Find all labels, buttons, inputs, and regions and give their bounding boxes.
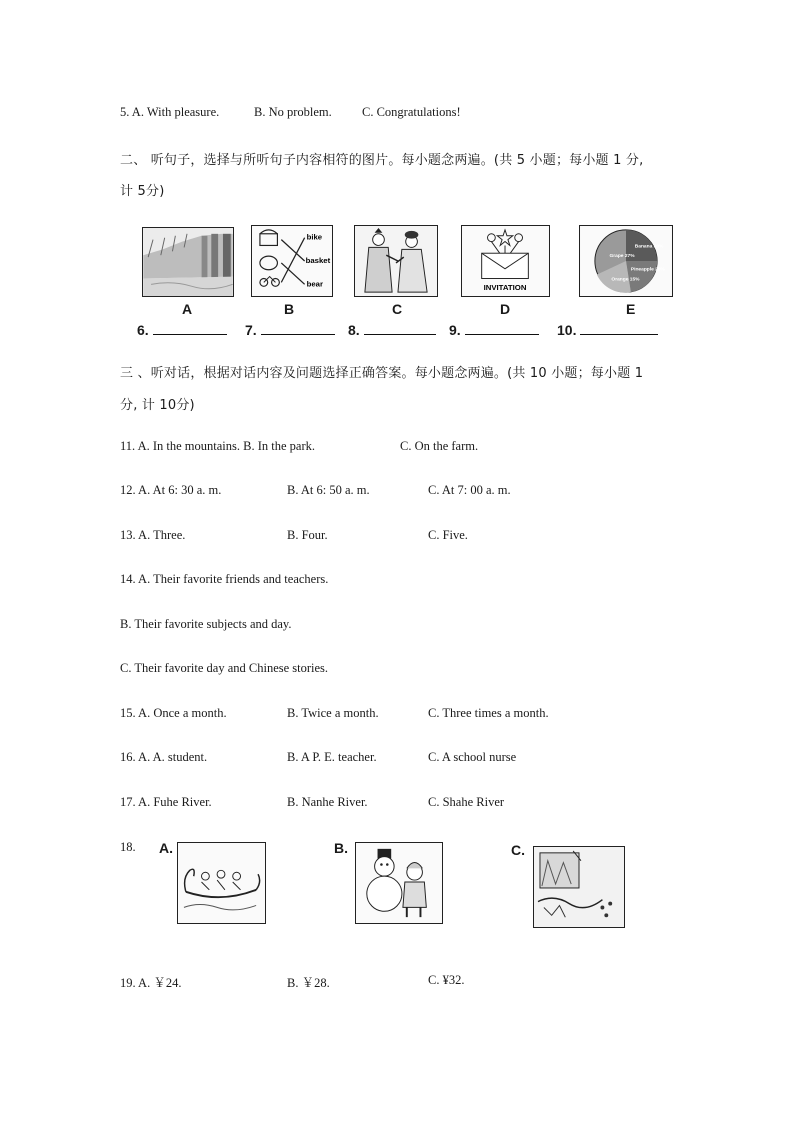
q19-option-b: B. ￥28.: [287, 976, 330, 990]
q14-option-c: C. Their favorite day and Chinese stories.: [120, 661, 329, 675]
picture-letter-e: E: [626, 301, 636, 317]
blank-number: 10.: [557, 322, 577, 338]
answer-blank-9[interactable]: [449, 322, 539, 338]
q15-option-b: B. Twice a month.: [287, 706, 379, 720]
q18-letter-c: C.: [511, 842, 525, 858]
blank-number: 8.: [348, 322, 360, 338]
q13-line: [120, 528, 468, 543]
picture-letter-b: B: [284, 301, 295, 317]
q15-option-a: 15. A. Once a month.: [120, 706, 227, 720]
q5-option-a: 5. A. With pleasure.: [120, 105, 220, 119]
q18-number: 18.: [120, 840, 136, 854]
picture-e-pie-chart-icon: [579, 225, 673, 297]
q17-option-b: B. Nanhe River.: [287, 795, 368, 809]
section2-heading-line1: 二、 听句子，选择与所听句子内容相符的图片。每小题念两遍。(共 5 小题；每小题 1 分,: [120, 153, 644, 168]
q19-option-a: 19. A. ￥24.: [120, 976, 182, 990]
q18-picture-c-autumn-leaves-icon: [533, 846, 625, 928]
pie-label-banana: Banana 30%: [634, 244, 664, 250]
blank-number: 6.: [137, 322, 149, 338]
answer-blank-10[interactable]: [557, 322, 658, 338]
q12-option-a: 12. A. At 6: 30 a. m.: [120, 483, 222, 497]
blank-number: 9.: [449, 322, 461, 338]
q18-letter-b: B.: [334, 840, 348, 856]
q11-line: [120, 439, 479, 454]
q16-option-a: 16. A. A. student.: [120, 750, 208, 764]
q15-option-c: C. Three times a month.: [428, 706, 549, 720]
picture-letter-d: D: [500, 301, 511, 317]
picture-letter-c: C: [392, 301, 403, 317]
q16-line: [120, 750, 517, 765]
q18-picture-b-snowman-child-icon: [355, 842, 443, 924]
section3-heading-line2: 分, 计 10分): [120, 398, 195, 413]
q14-option-a: 14. A. Their favorite friends and teachers.: [120, 572, 329, 586]
pie-label-orange: Orange 15%: [611, 277, 640, 283]
q11-option-ab: 11. A. In the mountains. B. In the park.: [120, 439, 315, 453]
q15-line: [120, 706, 549, 721]
picture-a-wall-landscape-icon: [142, 227, 234, 297]
q19-line: [120, 973, 465, 991]
q19-option-c: C. ¥32.: [428, 973, 465, 987]
section2-heading-line2: 计 5分): [120, 184, 165, 199]
pie-label-pineapple: Pineapple 28%: [630, 267, 665, 273]
picture-b-matching-words-icon: [251, 225, 333, 297]
picture-c-two-people-greeting-icon: [354, 225, 438, 297]
q5-option-c: C. Congratulations!: [362, 105, 461, 119]
section3-heading-line1: 三 、听对话，根据对话内容及问题选择正确答案。每小题念两遍。(共 10 小题；每小题 1: [120, 366, 644, 381]
pie-label-grape: Grape 27%: [609, 254, 635, 260]
q13-option-a: 13. A. Three.: [120, 528, 186, 542]
q17-line: [120, 795, 505, 810]
q16-option-c: C. A school nurse: [428, 750, 517, 764]
q16-option-b: B. A P. E. teacher.: [287, 750, 377, 764]
q13-option-c: C. Five.: [428, 528, 468, 542]
q5-option-b: B. No problem.: [254, 105, 332, 119]
word-bear: bear: [306, 279, 323, 289]
picture-d-invitation-card-icon: [461, 225, 550, 297]
invitation-text: INVITATION: [483, 283, 527, 293]
q11-option-c: C. On the farm.: [400, 439, 479, 453]
q14-option-b: B. Their favorite subjects and day.: [120, 617, 292, 631]
answer-blank-8[interactable]: [348, 322, 436, 338]
q17-option-a: 17. A. Fuhe River.: [120, 795, 212, 809]
answer-blank-7[interactable]: [245, 322, 335, 338]
q12-option-c: C. At 7: 00 a. m.: [428, 483, 511, 497]
q12-option-b: B. At 6: 50 a. m.: [287, 483, 370, 497]
picture-letter-a: A: [182, 301, 193, 317]
q13-option-b: B. Four.: [287, 528, 328, 542]
word-bike: bike: [306, 232, 323, 242]
q5-line: [120, 105, 461, 120]
q18-letter-a: A.: [159, 840, 173, 856]
q17-option-c: C. Shahe River: [428, 795, 505, 809]
q18-picture-a-dragon-boat-icon: [177, 842, 266, 924]
word-basket: basket: [305, 255, 331, 265]
q12-line: [120, 483, 511, 498]
answer-blank-6[interactable]: [137, 322, 227, 338]
blank-number: 7.: [245, 322, 257, 338]
